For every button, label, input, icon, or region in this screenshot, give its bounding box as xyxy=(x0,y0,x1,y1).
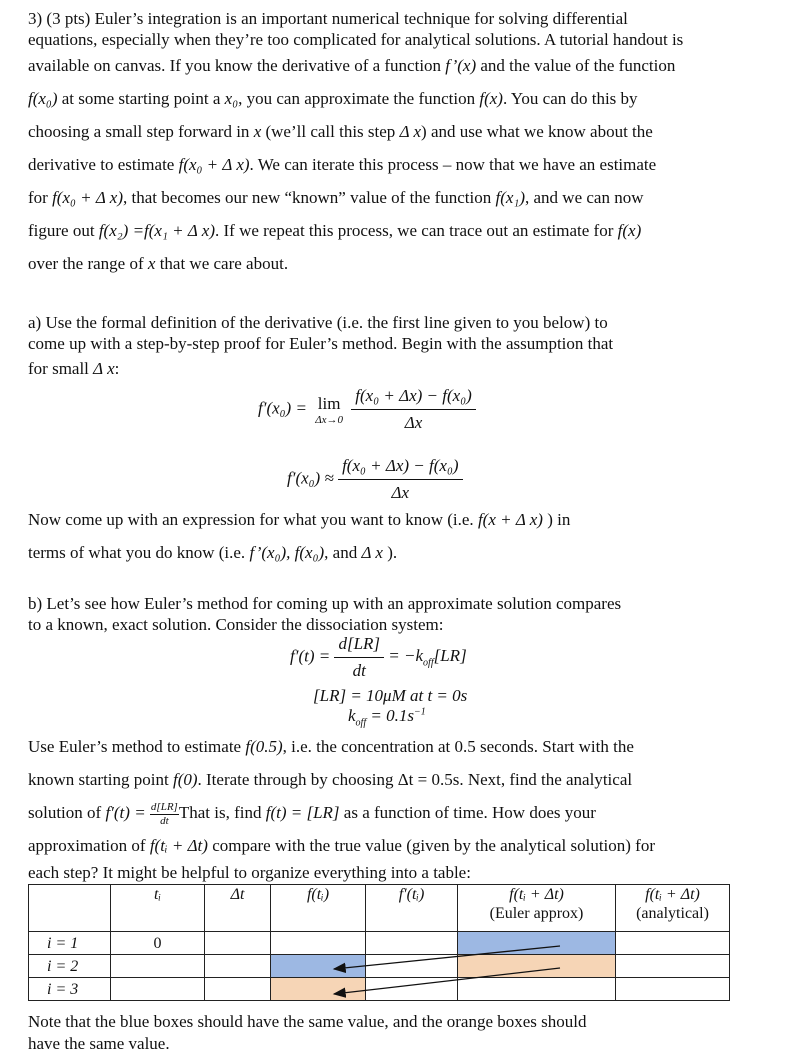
part-a-line-2: come up with a step-by-step proof for Euler’s method. Begin with the assumption that xyxy=(28,334,614,353)
intro-line-9: over the range of x that we care about. xyxy=(28,254,289,273)
rate-constant: $k_{off} = 0.1s^{-1}$ xyxy=(348,706,426,729)
cell-euler-orange[interactable] xyxy=(458,955,616,978)
part-b-line-2: to a known, exact solution. Consider the dissociation system: xyxy=(28,615,444,634)
inline-rate-fraction: $\frac{d[LR]}{dt}$ xyxy=(150,800,178,827)
header-blank xyxy=(29,885,111,932)
table-row xyxy=(29,955,730,978)
initial-condition: [LR] = 10μM at t = 0s xyxy=(313,686,468,705)
header-f-ti: f(tᵢ) xyxy=(271,885,366,932)
cell-dt[interactable] xyxy=(205,932,271,955)
part-b-line-4: known starting point f(0). Iterate through by choosing Δt = 0.5s. Next, find the analytical xyxy=(28,770,633,789)
table-header-row xyxy=(29,885,730,932)
header-analytical: f(tᵢ + Δt) (analytical) xyxy=(616,885,730,932)
cell-ti[interactable] xyxy=(111,955,205,978)
note xyxy=(28,1011,798,1055)
intro-paragraph xyxy=(28,8,798,280)
cell-dt[interactable] xyxy=(205,978,271,1001)
limit-operator: lim Δx→0 xyxy=(315,393,344,426)
cell-f-ti-orange[interactable] xyxy=(271,978,366,1001)
dissociation-rate-equation: f′(t) = $\frac{d[LR]}{dt}$ = $-k_{off}[LR]$ xyxy=(290,634,467,680)
cell-ti[interactable]: 0 xyxy=(111,932,205,955)
intro-line-4: f(x₀) at some starting point a x₀, you can approximate the function f(x). You can do this by xyxy=(28,89,638,108)
part-a-line-5: terms of what you do know (i.e. f’(x₀), f(x₀), and Δ x ). xyxy=(28,543,398,562)
part-a-instructions xyxy=(28,503,798,569)
approx-difference-quotient: $\frac{\text{f(x₀ + Δx) − f(x₀)}}{\Delta x}$ xyxy=(338,456,462,503)
derivative-approx-equation: f′(x₀) ≈ $\frac{\text{f(x₀ + Δx) − f(x₀)}}{\Delta x}$ xyxy=(287,456,463,503)
cell-analytical[interactable] xyxy=(616,955,730,978)
intro-line-2: equations, especially when they’re too complicated for analytical solutions. A tutorial handout is xyxy=(28,30,684,49)
cell-fprime-ti[interactable] xyxy=(366,978,458,1001)
intro-line-1: 3) (3 pts) Euler’s integration is an important numerical technique for solving differential xyxy=(28,9,628,28)
cell-analytical[interactable] xyxy=(616,978,730,1001)
part-b-line-5: solution of f′(t) = $\frac{d[LR]}{dt}$ That is, find f(t) = [LR] as a function of time. How does your xyxy=(28,800,596,827)
row-label: i = 2 xyxy=(29,955,111,978)
cell-euler[interactable] xyxy=(458,978,616,1001)
row-label: i = 1 xyxy=(29,932,111,955)
cell-fprime-ti[interactable] xyxy=(366,932,458,955)
cell-f-ti-blue[interactable] xyxy=(271,955,366,978)
header-fprime-ti: f′(tᵢ) xyxy=(366,885,458,932)
part-b-line-1: b) Let’s see how Euler’s method for coming up with an approximate solution compares xyxy=(28,594,622,613)
cell-dt[interactable] xyxy=(205,955,271,978)
note-line-1: Note that the blue boxes should have the same value, and the orange boxes should xyxy=(28,1012,587,1031)
table-row xyxy=(29,978,730,1001)
row-label: i = 3 xyxy=(29,978,111,1001)
cell-analytical[interactable] xyxy=(616,932,730,955)
cell-f-ti[interactable] xyxy=(271,932,366,955)
difference-quotient: $\frac{\text{f(x₀ + Δx) − f(x₀)}}{\Delta x}$ xyxy=(351,386,475,433)
part-a-line-4: Now come up with an expression for what you want to know (i.e. f(x + Δ x) ) in xyxy=(28,510,571,529)
part-a-line-1: a) Use the formal definition of the derivative (i.e. the first line given to you below) to xyxy=(28,313,608,332)
note-line-2: have the same value. xyxy=(28,1034,170,1053)
part-a-text xyxy=(28,312,798,379)
intro-line-8: figure out f(x₂) =f(x₁ + Δ x). If we repeat this process, we can trace out an estimate for f(x) xyxy=(28,221,642,240)
part-b-line-3: Use Euler’s method to estimate f(0.5), i.e. the concentration at 0.5 seconds. Start with the xyxy=(28,737,634,756)
part-b-line-7: each step? It might be helpful to organize everything into a table: xyxy=(28,863,471,882)
part-b-instructions xyxy=(28,730,798,883)
header-euler: f(tᵢ + Δt) (Euler approx) xyxy=(458,885,616,932)
intro-line-3: available on canvas. If you know the derivative of a function f’(x) and the value of the function xyxy=(28,56,676,75)
cell-ti[interactable] xyxy=(111,978,205,1001)
header-ti: tᵢ xyxy=(111,885,205,932)
euler-comparison-table xyxy=(28,884,730,1001)
intro-line-6: derivative to estimate f(x₀ + Δ x). We can iterate this process – now that we have an estimate xyxy=(28,155,657,174)
cell-euler-blue[interactable] xyxy=(458,932,616,955)
rate-rhs: = $-k_{off}[LR]$ xyxy=(388,646,467,669)
part-b-text xyxy=(28,593,798,635)
table-row xyxy=(29,932,730,955)
part-b-line-6: approximation of f(tᵢ + Δt) compare with the true value (given by the analytical solution) for xyxy=(28,836,655,855)
intro-line-7: for f(x₀ + Δ x), that becomes our new “known” value of the function f(x₁), and we can now xyxy=(28,188,644,207)
intro-line-5: choosing a small step forward in x (we’ll call this step Δ x) and use what we know about the xyxy=(28,122,653,141)
rate-fraction: $\frac{d[LR]}{dt}$ xyxy=(334,634,384,681)
cell-fprime-ti[interactable] xyxy=(366,955,458,978)
derivative-limit-equation: f′(x₀) = lim Δx→0 $\frac{\text{f(x₀ + Δx) − f(x₀)}}{\Delta x}$ xyxy=(258,386,476,433)
header-dt: Δt xyxy=(205,885,271,932)
part-a-line-3: for small Δ x: xyxy=(28,359,120,378)
